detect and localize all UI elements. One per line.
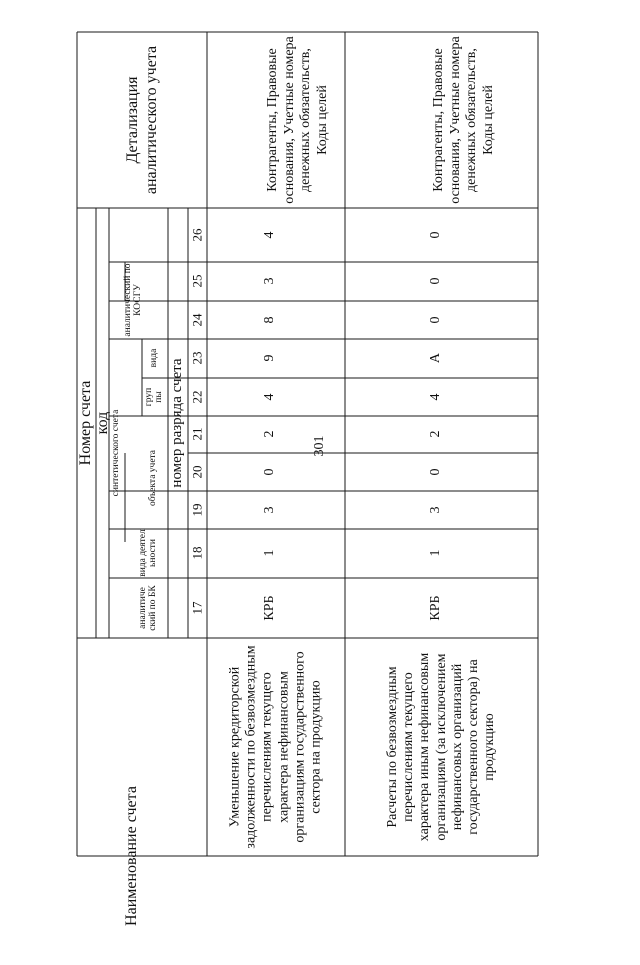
row-1-value-20: 0 xyxy=(262,468,278,476)
row-1-value-17: КРБ xyxy=(262,595,278,621)
digit-column-24: 24 xyxy=(189,313,205,327)
header-account-number-text: Номер счета xyxy=(77,380,94,466)
rotated-account-table xyxy=(52,30,540,926)
header-digit-number-text: номер разряда счета xyxy=(169,358,185,488)
row-2-detail: Контрагенты, Правовые основания, Учетные номера денежных обязательств, Коды целей xyxy=(430,36,496,204)
row-1-value-21: 2 xyxy=(262,430,278,438)
row-2-value-18: 1 xyxy=(427,549,443,557)
row-2-value-26: 0 xyxy=(427,231,443,239)
digit-column-19: 19 xyxy=(189,503,205,517)
row-1-value-19: 3 xyxy=(262,506,278,514)
row-2-value-22: 4 xyxy=(427,393,443,401)
header-accounting-object-text: объекта учета xyxy=(148,449,159,507)
header-account-name xyxy=(123,747,141,965)
row-2-account-name: Расчеты по безвозмездным перечислениям текущего характера иным нефинансовым организациям (за исключением нефинансовых организаций государственного сектора) на продукцию xyxy=(384,652,498,842)
header-code-text: код xyxy=(94,411,111,435)
row-2-value-20: 0 xyxy=(427,468,443,476)
row-2-value-21: 2 xyxy=(427,430,443,438)
digit-column-20: 20 xyxy=(189,465,205,479)
row-2-value-23: А xyxy=(427,352,443,364)
row-2-value-24: 0 xyxy=(427,316,443,324)
header-activity-type xyxy=(139,528,159,578)
row-2-value-25: 0 xyxy=(427,277,443,285)
row-1-value-22: 4 xyxy=(262,393,278,401)
page-number: 301 xyxy=(312,435,327,457)
digit-column-22: 22 xyxy=(189,390,205,404)
header-kind-text: вида xyxy=(149,348,160,368)
digit-column-18: 18 xyxy=(189,546,205,560)
row-1-value-25: 3 xyxy=(262,277,278,285)
header-synthetic xyxy=(112,383,122,523)
header-digit-number xyxy=(169,323,187,523)
header-account-name-text: Наименование счета xyxy=(123,786,140,926)
header-analytical-bk xyxy=(139,580,159,636)
header-account-number xyxy=(77,343,95,503)
row-1-value-23: 9 xyxy=(262,354,278,362)
digit-column-23: 23 xyxy=(189,351,205,365)
header-synthetic-text: синтетического счета xyxy=(111,409,122,497)
header-analytical-bk-text: аналитиче ский по БК xyxy=(138,585,158,631)
row-1-value-24: 8 xyxy=(262,316,278,324)
header-detail-text: Детализация аналитического учета xyxy=(123,45,160,195)
header-analytical-kosgu-text: аналитический по КОСГУ xyxy=(123,263,143,337)
row-2-value-17: КРБ xyxy=(427,595,443,621)
digit-column-17: 17 xyxy=(189,601,205,615)
header-accounting-object xyxy=(149,423,159,533)
row-2-value-19: 3 xyxy=(427,506,443,514)
header-activity-type-text: вида деятел ьности xyxy=(138,529,158,577)
row-1-detail: Контрагенты, Правовые основания, Учетные номера денежных обязательств, Коды целей xyxy=(264,36,330,204)
row-1-value-18: 1 xyxy=(262,549,278,557)
header-group xyxy=(145,382,165,412)
header-analytical-kosgu xyxy=(124,250,144,350)
header-code xyxy=(94,393,110,453)
digit-column-25: 25 xyxy=(189,274,205,288)
row-1-account-name: Уменьшение кредиторской задолженности по безвозмездным перечислениям текущего характера нефинансовым организациям государственного сектора на продукцию xyxy=(227,645,324,849)
header-detail xyxy=(123,45,161,195)
digit-column-21: 21 xyxy=(189,427,205,441)
row-1-value-26: 4 xyxy=(262,231,278,239)
header-kind xyxy=(150,343,160,373)
digit-column-26: 26 xyxy=(189,228,205,242)
header-group-text: груп пы xyxy=(144,387,164,407)
